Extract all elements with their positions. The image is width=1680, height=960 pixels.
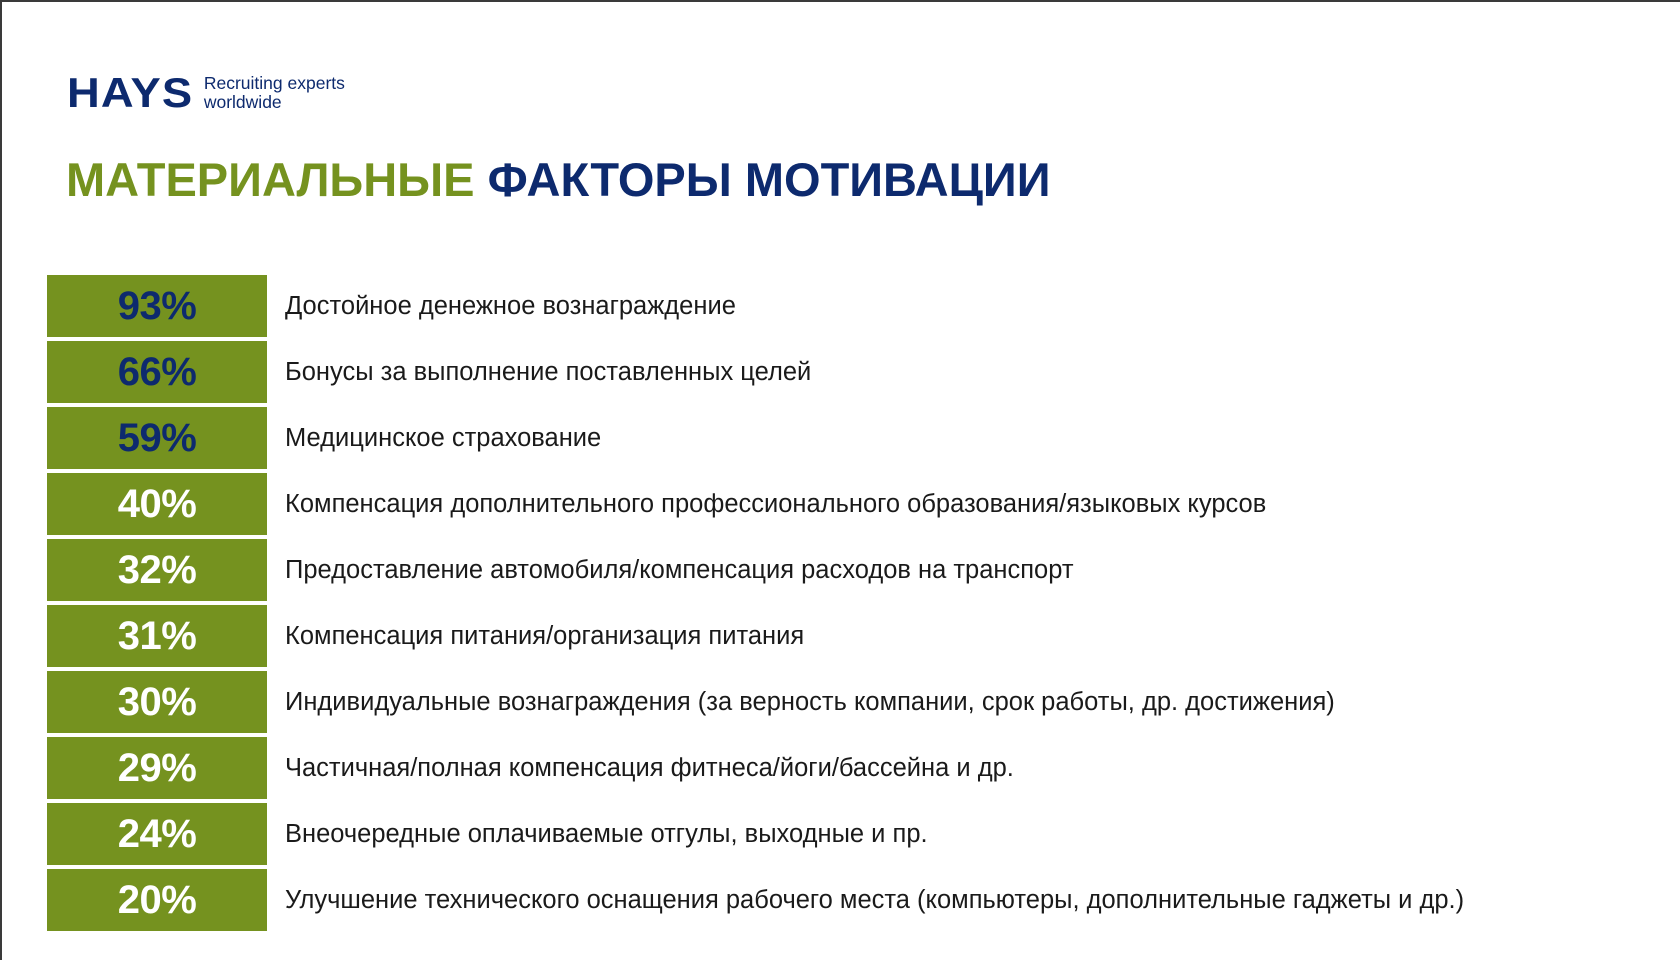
slide-border-left bbox=[0, 0, 2, 960]
title-part-blue: ФАКТОРЫ МОТИВАЦИИ bbox=[487, 153, 1051, 206]
factor-label: Компенсация питания/организация питания bbox=[285, 621, 805, 650]
slide-title bbox=[66, 153, 1051, 206]
factor-row bbox=[47, 407, 1464, 469]
factor-label: Внеочередные оплачиваемые отгулы, выходные и пр. bbox=[285, 819, 928, 848]
factor-label: Предоставление автомобиля/компенсация расходов на транспорт bbox=[285, 555, 1074, 584]
slide-border-top bbox=[0, 0, 1680, 2]
factor-row bbox=[47, 869, 1464, 931]
title-part-green: МАТЕРИАЛЬНЫЕ bbox=[66, 153, 475, 206]
factor-row bbox=[47, 539, 1464, 601]
factor-label: Индивидуальные вознаграждения (за верность компании, срок работы, др. достижения) bbox=[285, 687, 1335, 716]
factor-row bbox=[47, 671, 1464, 733]
factor-percent: 24% bbox=[47, 803, 267, 865]
factor-label: Компенсация дополнительного профессионального образования/языковых курсов bbox=[285, 489, 1267, 518]
factor-label: Частичная/полная компенсация фитнеса/йоги/бассейна и др. bbox=[285, 753, 1014, 782]
factor-row bbox=[47, 737, 1464, 799]
logo-tagline bbox=[204, 74, 345, 112]
factor-percent: 31% bbox=[47, 605, 267, 667]
factor-row bbox=[47, 341, 1464, 403]
factor-label: Бонусы за выполнение поставленных целей bbox=[285, 357, 812, 386]
factor-row bbox=[47, 473, 1464, 535]
factor-percent: 66% bbox=[47, 341, 267, 403]
factors-list bbox=[47, 275, 1464, 935]
factor-row bbox=[47, 275, 1464, 337]
logo-wordmark: HAYS bbox=[67, 69, 194, 116]
logo-tagline-line2: worldwide bbox=[203, 92, 282, 112]
factor-percent: 32% bbox=[47, 539, 267, 601]
logo-tagline-line1: Recruiting experts bbox=[203, 73, 345, 93]
factor-label: Улучшение технического оснащения рабочего места (компьютеры, дополнительные гаджеты и др.) bbox=[285, 885, 1465, 914]
factor-row bbox=[47, 803, 1464, 865]
factor-percent: 40% bbox=[47, 473, 267, 535]
factor-percent: 30% bbox=[47, 671, 267, 733]
hays-logo bbox=[67, 69, 345, 116]
factor-percent: 59% bbox=[47, 407, 267, 469]
factor-percent: 29% bbox=[47, 737, 267, 799]
factor-label: Достойное денежное вознаграждение bbox=[285, 291, 736, 320]
factor-percent: 93% bbox=[47, 275, 267, 337]
factor-row bbox=[47, 605, 1464, 667]
factor-percent: 20% bbox=[47, 869, 267, 931]
factor-label: Медицинское страхование bbox=[285, 423, 602, 452]
